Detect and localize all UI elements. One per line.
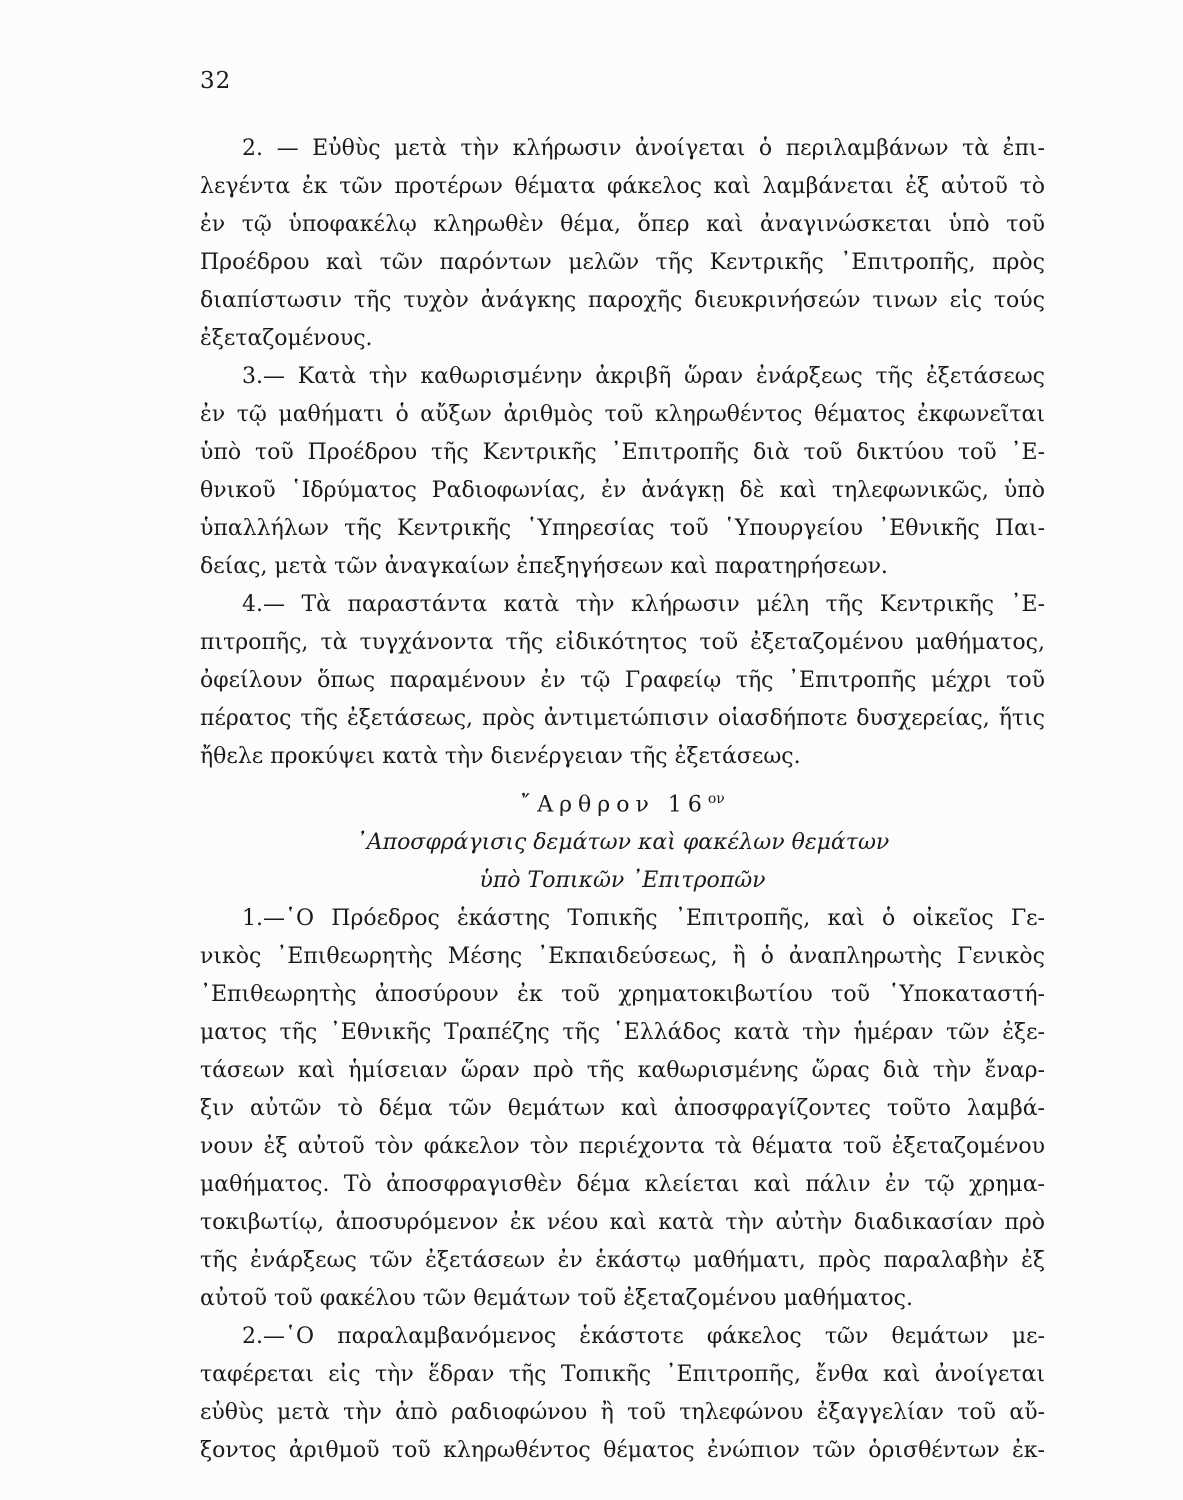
paragraph-line: ταφέρεται εἰς τὴν ἕδραν τῆς Τοπικῆς ᾿Επιτροπῆς, ἔνθα καὶ ἀνοίγεται bbox=[200, 1362, 1045, 1387]
paragraph-line: δείας, μετὰ τῶν ἀναγκαίων ἐπεξηγήσεων καὶ παρατηρήσεων. bbox=[200, 554, 888, 579]
paragraph-line: νικὸς ᾿Επιθεωρητὴς Μέσης ᾿Εκπαιδεύσεως, ἢ ὁ ἀναπληρωτὴς Γενικὸς bbox=[200, 944, 1045, 969]
paragraph-line: ᾿Επιθεωρητὴς ἀποσύρουν ἐκ τοῦ χρηματοκιβωτίου τοῦ ῾Υποκαταστή- bbox=[200, 982, 1045, 1007]
paragraph-line: ξοντος ἀριθμοῦ τοῦ κληρωθέντος θέματος ἐνώπιον τῶν ὁρισθέντων ἐκ- bbox=[200, 1438, 1045, 1463]
paragraph-line: ὑπαλλήλων τῆς Κεντρικῆς ῾Υπηρεσίας τοῦ ῾Υπουργείου ᾿Εθνικῆς Παι- bbox=[200, 516, 1045, 541]
paragraph-line: 3.— Κατὰ τὴν καθωρισμένην ἀκριβῆ ὥραν ἐνάρξεως τῆς ἐξετάσεως bbox=[242, 364, 1045, 389]
paragraph-line: Προέδρου καὶ τῶν παρόντων μελῶν τῆς Κεντρικῆς ᾿Επιτροπῆς, πρὸς bbox=[200, 250, 1045, 275]
article-title-suffix: ον bbox=[707, 791, 725, 807]
paragraph-line: νουν ἐξ αὐτοῦ τὸν φάκελον τὸν περιέχοντα τὰ θέματα τοῦ ἐξεταζομένου bbox=[200, 1134, 1045, 1159]
paragraph-line: πιτροπῆς, τὰ τυγχάνοντα τῆς εἰδικότητος τοῦ ἐξεταζομένου μαθήματος, bbox=[200, 630, 1045, 655]
paragraph-line: ὀφείλουν ὅπως παραμένουν ἐν τῷ Γραφείῳ τῆς ᾿Επιτροπῆς μέχρι τοῦ bbox=[200, 668, 1045, 693]
paragraph-line: διαπίστωσιν τῆς τυχὸν ἀνάγκης παροχῆς διευκρινήσεών τινων εἰς τούς bbox=[200, 288, 1045, 313]
article-subtitle-line-2: ὑπὸ Τοπικῶν ᾿Επιτροπῶν bbox=[479, 868, 766, 893]
page-body bbox=[200, 130, 1045, 1470]
paragraph-line: θνικοῦ ῾Ιδρύματος Ραδιοφωνίας, ἐν ἀνάγκῃ δὲ καὶ τηλεφωνικῶς, ὑπὸ bbox=[200, 478, 1045, 503]
paragraph-line: λεγέντα ἐκ τῶν προτέρων θέματα φάκελος καὶ λαμβάνεται ἐξ αὐτοῦ τὸ bbox=[200, 174, 1045, 199]
paragraph-line: ξιν αὐτῶν τὸ δέμα τῶν θεμάτων καὶ ἀποσφραγίζοντες τοῦτο λαμβά- bbox=[200, 1096, 1045, 1121]
paragraph-line: τοκιβωτίῳ, ἀποσυρόμενον ἐκ νέου καὶ κατὰ τὴν αὐτὴν διαδικασίαν πρὸ bbox=[200, 1210, 1045, 1235]
paragraph-line: 2.—῾Ο παραλαμβανόμενος ἑκάστοτε φάκελος τῶν θεμάτων με- bbox=[242, 1324, 1045, 1349]
paragraph-line: αὐτοῦ τοῦ φακέλου τῶν θεμάτων τοῦ ἐξεταζομένου μαθήματος. bbox=[200, 1286, 913, 1311]
paragraph-line: εὐθὺς μετὰ τὴν ἀπὸ ραδιοφώνου ἢ τοῦ τηλεφώνου ἐξαγγελίαν τοῦ αὔ- bbox=[200, 1400, 1045, 1425]
paragraph-line: 1.—῾Ο Πρόεδρος ἑκάστης Τοπικῆς ᾿Επιτροπῆς, καὶ ὁ οἰκεῖος Γε- bbox=[242, 906, 1045, 931]
paragraph-line: μαθήματος. Τὸ ἀποσφραγισθὲν δέμα κλείεται καὶ πάλιν ἐν τῷ χρημα- bbox=[200, 1172, 1045, 1197]
paragraph-line: πέρατος τῆς ἐξετάσεως, πρὸς ἀντιμετώπισιν οἱασδήποτε δυσχερείας, ἥτις bbox=[200, 706, 1045, 731]
paragraph-line: ὑπὸ τοῦ Προέδρου τῆς Κεντρικῆς ᾿Επιτροπῆς διὰ τοῦ δικτύου τοῦ ᾿Ε- bbox=[200, 440, 1045, 465]
paragraph-line: τάσεων καὶ ἡμίσειαν ὥραν πρὸ τῆς καθωρισμένης ὥρας διὰ τὴν ἔναρ- bbox=[200, 1058, 1045, 1083]
paragraph-line: 2. — Εὐθὺς μετὰ τὴν κλήρωσιν ἀνοίγεται ὁ περιλαμβάνων τὰ ἐπι- bbox=[242, 136, 1045, 161]
page-number: 32 bbox=[200, 68, 232, 94]
paragraph-line: ἐξεταζομένους. bbox=[200, 326, 373, 351]
article-subtitle-line-1: ᾿Αποσφράγισις δεμάτων καὶ φακέλων θεμάτων bbox=[355, 830, 890, 855]
paragraph-line: ἐν τῷ ὑποφακέλῳ κληρωθὲν θέμα, ὅπερ καὶ ἀναγινώσκεται ὑπὸ τοῦ bbox=[200, 212, 1045, 237]
paragraph-line: ἤθελε προκύψει κατὰ τὴν διενέργειαν τῆς ἐξετάσεως. bbox=[200, 744, 801, 769]
paragraph-line: ἐν τῷ μαθήματι ὁ αὔξων ἀριθμὸς τοῦ κληρωθέντος θέματος ἐκφωνεῖται bbox=[200, 402, 1045, 427]
paragraph-line: 4.— Τὰ παραστάντα κατὰ τὴν κλήρωσιν μέλη τῆς Κεντρικῆς ᾿Ε- bbox=[242, 592, 1045, 617]
article-title bbox=[200, 780, 1045, 818]
paragraph-line: τῆς ἐνάρξεως τῶν ἐξετάσεων ἐν ἑκάστῳ μαθήματι, πρὸς παραλαβὴν ἐξ bbox=[200, 1248, 1045, 1273]
article-title-text: ῎Αρθρον 16 bbox=[520, 792, 708, 818]
paragraph-line: ματος τῆς ᾿Εθνικῆς Τραπέζης τῆς ῾Ελλάδος κατὰ τὴν ἡμέραν τῶν ἐξε- bbox=[200, 1020, 1045, 1045]
